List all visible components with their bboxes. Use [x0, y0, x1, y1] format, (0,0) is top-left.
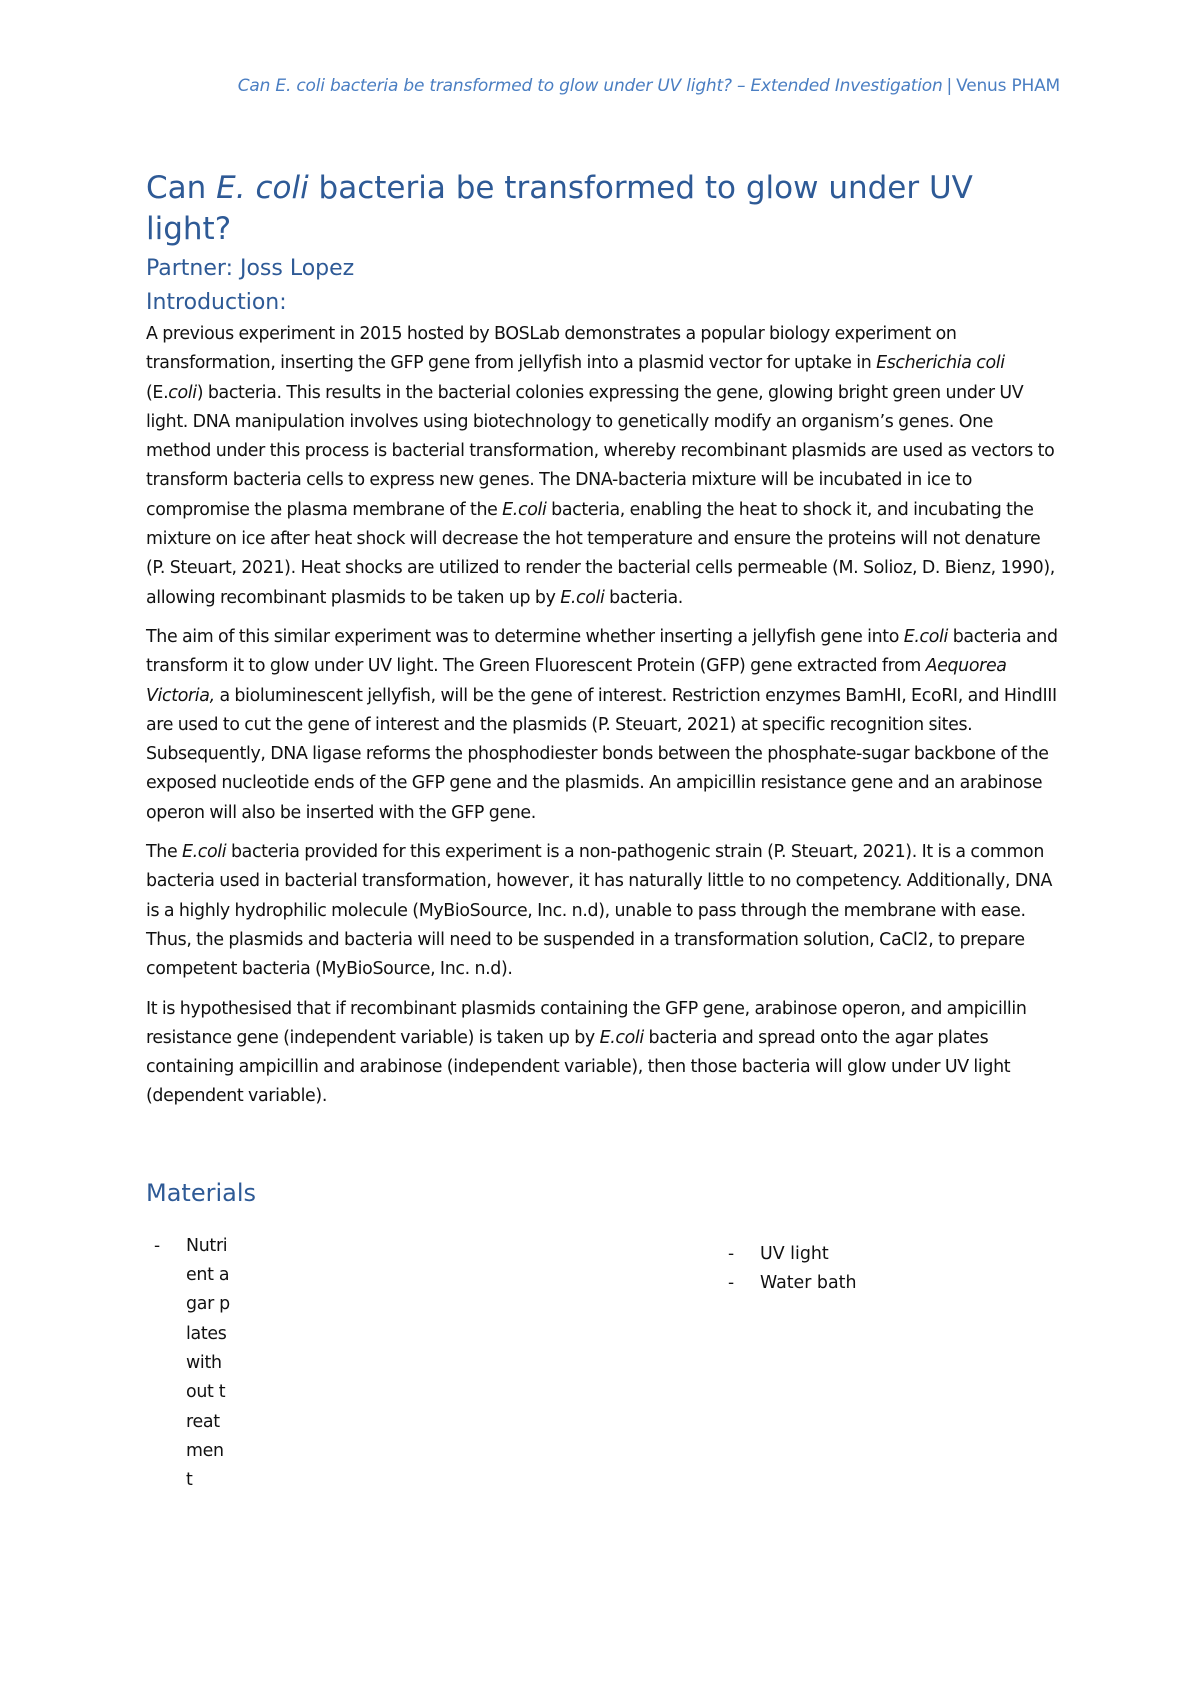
p1-italic-3: E.coli	[502, 499, 547, 520]
title-species-name: E. coli	[216, 170, 309, 206]
list-item	[728, 1240, 856, 1269]
running-header	[238, 76, 1060, 96]
list-item	[154, 1232, 230, 1496]
p2-text-3: a bioluminescent jellyfish, will be the gene of interest. Restriction enzymes BamHI, EcoRI, and HindIII are used to cut the gene of interest and the plasmids (P. Steuart, 2021) at specific recognition sites. Subsequently, DNA ligase reforms the phosphodiester bonds between the phosphate-sugar backbone of the exposed nucleotide ends of the GFP gene and the plasmids. An ampicillin resistance gene and an arabinose operon will also be inserted with the GFP gene.	[146, 685, 1057, 823]
p4-text-2: bacteria and spread onto the agar plates containing ampicillin and arabinose (independent variable), then those bacteria will glow under UV light (dependent variable).	[146, 1027, 1011, 1107]
list-bullet: -	[728, 1243, 735, 1264]
p2-italic-1: E.coli	[903, 626, 949, 647]
list-item-text: Nutrient agar plates without treatment	[186, 1235, 230, 1491]
list-item	[728, 1269, 856, 1298]
running-header-title: Can E. coli bacteria be transformed to glow under UV light? – Extended Investigation	[237, 76, 943, 96]
document-title	[146, 168, 1062, 250]
p4-text-1: It is hypothesised that if recombinant plasmids containing the GFP gene, arabinose operon, and ampicillin resistance gene (independent variable) is taken up by	[146, 998, 1027, 1048]
p2-italic-2: Aequorea Victoria,	[146, 656, 1007, 706]
p1-italic-1: Escherichia coli	[876, 353, 1005, 374]
p1-italic-4: E.coli	[560, 587, 605, 608]
introduction-paragraph-1	[146, 320, 1062, 613]
p3-italic-1: E.coli	[181, 842, 227, 863]
p2-text-1: The aim of this similar experiment was to determine whether inserting a jellyfish gene into	[146, 626, 904, 647]
materials-heading: Materials	[146, 1178, 257, 1207]
introduction-paragraph-2	[146, 623, 1062, 828]
running-header-author: Venus PHAM	[956, 76, 1060, 96]
title-text-end: bacteria be transformed to glow under UV light?	[146, 170, 973, 247]
materials-column-right	[728, 1240, 856, 1299]
list-bullet: -	[154, 1235, 161, 1256]
running-header-separator: |	[946, 76, 953, 96]
list-item-text: Water bath	[760, 1273, 857, 1294]
introduction-paragraph-3	[146, 838, 1062, 984]
list-bullet: -	[728, 1273, 735, 1294]
p3-text-2: bacteria provided for this experiment is a non-pathogenic strain (P. Steuart, 2021). It is a common bacteria used in bacterial transformation, however, it has naturally little to no competency. Additionally, DNA is a highly hydrophilic molecule (MyBioSource, Inc. n.d), unable to pass through the membrane with ease. Thus, the plasmids and bacteria will need to be suspended in a transformation solution, CaCl2, to prepare competent bacteria (MyBioSource, Inc. n.d).	[146, 842, 1053, 980]
p1-text-2: (E.	[146, 382, 169, 403]
hypothesis-paragraph	[146, 995, 1062, 1112]
p1-text-3: ) bacteria. This results in the bacterial colonies expressing the gene, glowing bright green under UV light. DNA manipulation involves using biotechnology to genetically modify an organism’s genes. One method under this process is bacterial transformation, whereby recombinant plasmids are used as vectors to transform bacteria cells to express new genes. The DNA-bacteria mixture will be incubated in ice to compromise the plasma membrane of the	[146, 382, 1055, 520]
list-item-text: UV light	[760, 1243, 829, 1264]
title-text-start: Can	[146, 170, 217, 206]
p1-italic-2: coli	[168, 382, 197, 403]
p3-text-1: The	[146, 842, 182, 863]
materials-list	[146, 1232, 1062, 1532]
introduction-heading: Introduction:	[146, 290, 287, 315]
document-body	[146, 168, 1062, 1532]
partner-heading: Partner: Joss Lopez	[146, 256, 355, 281]
p4-italic-1: E.coli	[599, 1027, 644, 1048]
p1-text-1: A previous experiment in 2015 hosted by BOSLab demonstrates a popular biology experiment on transformation, inserting the GFP gene from jellyfish into a plasmid vector for uptake in	[146, 324, 957, 374]
p1-text-4: bacteria, enabling the heat to shock it, and incubating the mixture on ice after heat shock will decrease the hot temperature and ensure the proteins will not denature (P. Steuart, 2021). Heat shocks are utilized to render the bacterial cells permeable (M. Solioz, D. Bienz, 1990), allowing recombinant plasmids to be taken up by	[146, 499, 1055, 608]
p1-text-5: bacteria.	[604, 587, 683, 608]
p2-text-2: bacteria and transform it to glow under UV light. The Green Fluorescent Protein (GFP) gene extracted from	[146, 626, 1058, 677]
materials-column-left	[154, 1232, 230, 1496]
